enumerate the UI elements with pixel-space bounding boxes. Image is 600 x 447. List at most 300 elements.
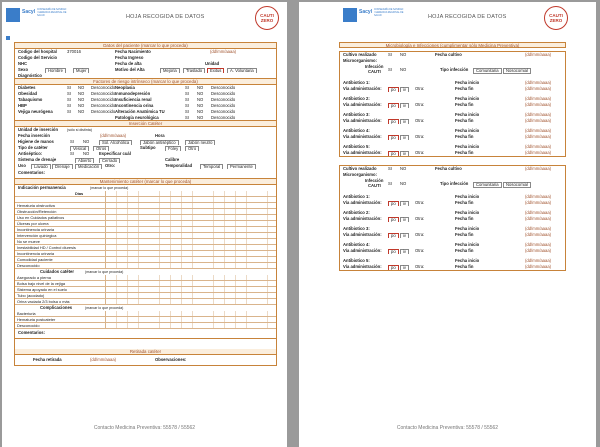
cauti-zero-badge bbox=[255, 6, 279, 30]
risk-unknown[interactable]: Desconocido bbox=[91, 103, 116, 108]
route-iv-option[interactable]: iv bbox=[400, 119, 409, 125]
row-label: Obstrucción/Retención bbox=[17, 209, 57, 214]
badge-top-text: CAUTI bbox=[549, 13, 563, 18]
row-label: No se mueve bbox=[17, 239, 40, 244]
end-date-label: Fecha fin bbox=[455, 150, 474, 155]
end-date-field[interactable]: (dd/mm/aaaa) bbox=[525, 216, 552, 221]
specify-label: Especificar cuál bbox=[99, 151, 131, 156]
risk-unknown[interactable]: Desconocido bbox=[211, 109, 236, 114]
microbiology-block bbox=[339, 51, 566, 157]
day-cells[interactable] bbox=[105, 293, 276, 298]
gauge-label: Calibre bbox=[165, 157, 180, 162]
day-cells[interactable] bbox=[105, 263, 276, 268]
birth-date-field[interactable]: (dd/mm/aaaa) bbox=[210, 49, 237, 54]
risk-factor-label: Insuficiencia renal bbox=[115, 97, 152, 102]
end-date-field[interactable]: (dd/mm/aaaa) bbox=[525, 248, 552, 253]
antibiotic-label: Antibiotico 4: bbox=[343, 128, 370, 133]
culture-no[interactable]: NO bbox=[400, 52, 407, 57]
start-date-field[interactable]: (dd/mm/aaaa) bbox=[525, 80, 552, 85]
route-label: Vía administración: bbox=[343, 264, 382, 269]
risk-yes[interactable]: SI bbox=[67, 97, 71, 102]
row-label: Úlceras por ulcera bbox=[17, 221, 49, 226]
route-label: Vía administración: bbox=[343, 134, 382, 139]
route-row bbox=[340, 264, 565, 270]
use-medication-option[interactable]: Medicación bbox=[75, 164, 102, 170]
start-date-label: Fecha inicio bbox=[455, 144, 480, 149]
day-cells[interactable] bbox=[105, 257, 276, 262]
end-date-label: Fecha fin bbox=[455, 248, 474, 253]
risk-yes[interactable]: SI bbox=[67, 91, 71, 96]
insertion-section-title: Inserción Catéter bbox=[15, 121, 276, 127]
form-page-1 bbox=[2, 2, 287, 447]
antibiotic-label: Antibiotico 2: bbox=[343, 96, 370, 101]
risk-yes[interactable]: SI bbox=[185, 115, 189, 120]
row-label: Uso en Cuidados paliativos bbox=[17, 215, 65, 220]
route-other-label: Otra: bbox=[415, 216, 425, 221]
route-iv-option[interactable]: iv bbox=[400, 233, 409, 239]
route-po-option[interactable]: po bbox=[388, 151, 399, 157]
route-po-option[interactable]: po bbox=[388, 135, 399, 141]
start-date-label: Fecha inicio bbox=[455, 128, 480, 133]
culture-date-label: Fecha cultivo bbox=[435, 166, 462, 171]
sex-female-option[interactable]: Mujer bbox=[73, 68, 89, 74]
cauti-label: CAUTI bbox=[368, 183, 381, 188]
antibiotic-label: Antibiotico 5: bbox=[343, 258, 370, 263]
risk-yes[interactable]: SI bbox=[67, 85, 71, 90]
insertion-unit-hint: (sólo si distinta) bbox=[67, 128, 92, 132]
end-date-label: Fecha fin bbox=[455, 86, 474, 91]
risk-factor-label: Inmunodepresión bbox=[115, 91, 151, 96]
risk-no[interactable]: NO bbox=[78, 103, 85, 108]
unit-label: Unidad bbox=[205, 61, 220, 66]
start-date-field[interactable]: (dd/mm/aaaa) bbox=[525, 242, 552, 247]
route-other-label: Otra: bbox=[415, 248, 425, 253]
risk-yes[interactable]: SI bbox=[67, 103, 71, 108]
end-date-field[interactable]: (dd/mm/aaaa) bbox=[525, 200, 552, 205]
start-date-field[interactable]: (dd/mm/aaaa) bbox=[525, 258, 552, 263]
start-date-label: Fecha inicio bbox=[455, 258, 480, 263]
microbiology-blocks bbox=[339, 51, 566, 271]
day-cells[interactable] bbox=[105, 215, 276, 220]
end-date-field[interactable]: (dd/mm/aaaa) bbox=[525, 264, 552, 269]
days-grid[interactable] bbox=[105, 191, 276, 196]
microbiology-block bbox=[339, 165, 566, 271]
day-cells[interactable] bbox=[105, 287, 276, 292]
row-label: Sistema apoyado en el suelo bbox=[17, 287, 67, 292]
day-cells[interactable] bbox=[105, 311, 276, 316]
risk-no[interactable]: NO bbox=[197, 97, 204, 102]
sacyl-logo-icon bbox=[343, 8, 357, 22]
end-date-field[interactable]: (dd/mm/aaaa) bbox=[525, 232, 552, 237]
discharge-reason-label: Motivo del Alta bbox=[115, 67, 145, 72]
temporal-temporary-option[interactable]: Temporal bbox=[200, 164, 223, 170]
risk-no[interactable]: NO bbox=[197, 85, 204, 90]
start-date-label: Fecha inicio bbox=[455, 80, 480, 85]
culture-date-field[interactable]: (dd/mm/aaaa) bbox=[525, 166, 552, 171]
page1-footer: Contacto Medicina Preventiva: 55578 / 55562 bbox=[93, 425, 196, 431]
reason-voluntary-option[interactable]: A. Voluntaria bbox=[227, 68, 257, 74]
sacyl-logo-icon bbox=[6, 8, 20, 22]
antibiotic-label: Antibiotico 2: bbox=[343, 210, 370, 215]
subtype-other-option[interactable]: Otro bbox=[185, 146, 199, 152]
infection-row bbox=[340, 64, 565, 76]
risk-no[interactable]: NO bbox=[78, 97, 85, 102]
risk-unknown[interactable]: Desconocido bbox=[211, 103, 236, 108]
route-po-option[interactable]: po bbox=[388, 265, 399, 271]
risk-yes[interactable]: SI bbox=[185, 109, 189, 114]
row-label: Asegurado a pierna bbox=[17, 275, 51, 280]
risk-section-title: Factores de riesgo intrínseco (marcar lo que proceda) bbox=[15, 79, 276, 85]
removal-date-label: Fecha retirada bbox=[33, 357, 62, 362]
route-label: Vía administración: bbox=[343, 232, 382, 237]
day-cells[interactable] bbox=[105, 281, 276, 286]
risk-no[interactable]: NO bbox=[78, 85, 85, 90]
route-label: Vía administración: bbox=[343, 150, 382, 155]
route-other-label: Otra: bbox=[415, 102, 425, 107]
maintenance-comments[interactable]: Comentarios: bbox=[15, 329, 276, 339]
risk-yes[interactable]: SI bbox=[185, 103, 189, 108]
drainage-open-option[interactable]: Abierto bbox=[75, 158, 94, 164]
temporal-label: Temporalidad bbox=[165, 163, 193, 168]
end-date-label: Fecha fin bbox=[455, 200, 474, 205]
route-po-option[interactable]: po bbox=[388, 103, 399, 109]
start-date-field[interactable]: (dd/mm/aaaa) bbox=[525, 96, 552, 101]
route-po-option[interactable]: po bbox=[388, 249, 399, 255]
discharge-date-label: Fecha de alta bbox=[115, 61, 142, 66]
page-title: HOJA RECOGIDA DE DATOS bbox=[126, 14, 205, 20]
start-date-label: Fecha inicio bbox=[455, 242, 480, 247]
end-date-label: Fecha fin bbox=[455, 264, 474, 269]
antibiotic-label: Antibiotico 4: bbox=[343, 242, 370, 247]
day-cells[interactable] bbox=[105, 251, 276, 256]
risk-unknown[interactable]: Desconocido bbox=[211, 97, 236, 102]
risk-unknown[interactable]: Desconocido bbox=[211, 91, 236, 96]
risk-unknown[interactable]: Desconocido bbox=[91, 91, 116, 96]
start-date-field[interactable]: (dd/mm/aaaa) bbox=[525, 144, 552, 149]
antiseptic-no[interactable]: NO bbox=[83, 151, 90, 156]
route-other-label: Otra: bbox=[415, 134, 425, 139]
risk-unknown[interactable]: Desconocido bbox=[91, 109, 116, 114]
risk-unknown[interactable]: Desconocido bbox=[91, 85, 116, 90]
drainage-closed-option[interactable]: Cerrado bbox=[99, 158, 120, 164]
microbiology-section-title: Microbiología e Infecciones (cumplimentar sólo Medicina Preventiva) bbox=[339, 42, 566, 48]
route-other-label: Otra: bbox=[415, 232, 425, 237]
antibiotic-label: Antibiotico 3: bbox=[343, 112, 370, 117]
infection-nosocomial-option[interactable]: Nosocomial bbox=[503, 68, 531, 75]
hospital-code-value[interactable]: 370016 bbox=[67, 49, 81, 54]
complications-list bbox=[15, 311, 276, 329]
culture-yes[interactable]: SI bbox=[388, 52, 392, 57]
day-cells[interactable] bbox=[105, 317, 276, 322]
route-iv-option[interactable]: iv bbox=[400, 103, 409, 109]
day-cells[interactable] bbox=[105, 233, 276, 238]
infection-yes[interactable]: SI bbox=[388, 67, 392, 72]
risk-no[interactable]: NO bbox=[197, 109, 204, 114]
row-label: Bolsa bajo nivel de la vejiga bbox=[17, 281, 66, 286]
day-cells[interactable] bbox=[105, 275, 276, 280]
route-row bbox=[340, 134, 565, 140]
risk-unknown[interactable]: Desconocido bbox=[211, 85, 236, 90]
logo-subtext: CONSEJERÍA DE SANIDAD / GERENCIA REGIONAL DE SALUD bbox=[374, 9, 404, 17]
day-cells[interactable] bbox=[105, 203, 276, 208]
risk-yes[interactable]: SI bbox=[67, 109, 71, 114]
sex-label: Sexo bbox=[18, 67, 29, 72]
route-po-option[interactable]: po bbox=[388, 217, 399, 223]
day-cells[interactable] bbox=[105, 299, 276, 304]
infection-type-label: Tipo infección bbox=[440, 67, 469, 72]
route-row bbox=[340, 150, 565, 156]
route-row bbox=[340, 118, 565, 124]
day-cells[interactable] bbox=[105, 245, 276, 250]
catheter-other-option[interactable]: Otros bbox=[93, 146, 109, 152]
antiseptic-label: Antiséptico: bbox=[18, 151, 43, 156]
removal-section-title: Retirada catéter bbox=[15, 349, 276, 355]
culture-label: Cultivo realizado bbox=[343, 52, 377, 57]
microbiology-form bbox=[339, 42, 566, 271]
end-date-field[interactable]: (dd/mm/aaaa) bbox=[525, 86, 552, 91]
route-other-label: Otra: bbox=[415, 86, 425, 91]
end-date-field[interactable]: (dd/mm/aaaa) bbox=[525, 134, 552, 139]
route-row bbox=[340, 102, 565, 108]
row-label: Inestabilidad HD / Control diuresis bbox=[17, 245, 76, 250]
start-date-label: Fecha inicio bbox=[455, 210, 480, 215]
infection-row bbox=[340, 178, 565, 190]
maintenance-section-title: Mantenimiento catéter (marcar lo que proceda) bbox=[15, 179, 276, 185]
hygiene-neutral-option[interactable]: Jabón neutro bbox=[185, 140, 215, 146]
start-date-label: Fecha inicio bbox=[455, 96, 480, 101]
badge-bottom-text: ZERO bbox=[260, 18, 274, 23]
birth-date-label: Fecha Nacimiento bbox=[115, 49, 151, 54]
risk-unknown[interactable]: Desconocido bbox=[91, 97, 116, 102]
infection-label: Infección bbox=[365, 64, 384, 69]
risk-factor-label: Vejiga neurógena bbox=[18, 109, 53, 114]
page-title: HOJA RECOGIDA DE DATOS bbox=[428, 14, 507, 20]
subtype-label: Subtipo bbox=[140, 145, 156, 150]
end-date-label: Fecha fin bbox=[455, 102, 474, 107]
reason-transfer-option[interactable]: Traslado bbox=[183, 68, 205, 74]
risk-factor-label: HBP bbox=[18, 103, 27, 108]
move-handle-icon[interactable] bbox=[6, 36, 10, 40]
risk-yes[interactable]: SI bbox=[185, 91, 189, 96]
hospital-code-label: Codigo del hospital bbox=[18, 49, 57, 54]
risk-factor-label: Patología neurológica bbox=[115, 115, 159, 120]
risk-row bbox=[15, 115, 276, 121]
end-date-field[interactable]: (dd/mm/aaaa) bbox=[525, 102, 552, 107]
diagnosis-label: Diagnóstico bbox=[18, 73, 42, 78]
insertion-comments[interactable]: Comentarios: bbox=[15, 169, 276, 179]
care-label: Cuidados catéter bbox=[40, 269, 74, 274]
patient-section-title: Datos del paciente (marcar lo que proceda) bbox=[15, 43, 276, 49]
route-label: Vía administración: bbox=[343, 216, 382, 221]
end-date-label: Fecha fin bbox=[455, 118, 474, 123]
route-label: Vía administración: bbox=[343, 248, 382, 253]
risk-factor-label: Obesidad bbox=[18, 91, 38, 96]
day-cells[interactable] bbox=[105, 239, 276, 244]
subtype-foley-option[interactable]: Foley bbox=[165, 146, 181, 152]
row-label: Hematuria postcateter bbox=[17, 317, 56, 322]
infection-label: Infección bbox=[365, 178, 384, 183]
row-label: Tubo (acodado) bbox=[17, 293, 45, 298]
risk-yes[interactable]: SI bbox=[185, 97, 189, 102]
insertion-unit-label: Unidad de inserción bbox=[18, 127, 59, 132]
cauti-zero-badge bbox=[544, 6, 568, 30]
day-cells[interactable] bbox=[105, 323, 276, 328]
risk-no[interactable]: NO bbox=[197, 115, 204, 120]
risk-no[interactable]: NO bbox=[78, 91, 85, 96]
culture-date-label: Fecha cultivo bbox=[435, 52, 462, 57]
route-iv-option[interactable]: iv bbox=[400, 87, 409, 93]
end-date-field[interactable]: (dd/mm/aaaa) bbox=[525, 150, 552, 155]
infection-yes[interactable]: SI bbox=[388, 181, 392, 186]
hygiene-label: Higiene de manos bbox=[18, 139, 54, 144]
sex-male-option[interactable]: Hombre bbox=[45, 68, 66, 74]
route-iv-option[interactable]: iv bbox=[400, 249, 409, 255]
row-label: Intervención quirúrgica bbox=[17, 233, 57, 238]
end-date-field[interactable]: (dd/mm/aaaa) bbox=[525, 118, 552, 123]
risk-unknown[interactable]: Desconocido bbox=[211, 115, 236, 120]
row-label: Bacteriuria bbox=[17, 311, 36, 316]
removal-date-field[interactable]: (dd/mm/aaaa) bbox=[90, 357, 117, 362]
data-form bbox=[14, 42, 277, 366]
infection-no[interactable]: NO bbox=[400, 67, 407, 72]
route-other-label: Otra: bbox=[415, 118, 425, 123]
risk-no[interactable]: NO bbox=[197, 91, 204, 96]
complications-label: Complicaciones bbox=[40, 305, 73, 310]
route-other-label: Otra: bbox=[415, 264, 425, 269]
route-iv-option[interactable]: iv bbox=[400, 265, 409, 271]
antibiotic-label: Antibiotico 3: bbox=[343, 226, 370, 231]
culture-yes[interactable]: SI bbox=[388, 166, 392, 171]
route-row bbox=[340, 86, 565, 92]
start-date-label: Fecha inicio bbox=[455, 112, 480, 117]
microorganism-label: Microorganismo: bbox=[343, 172, 377, 177]
use-drain-option[interactable]: Drenaje bbox=[52, 164, 73, 170]
row-label: Incontinencia urinaria bbox=[17, 227, 54, 232]
risk-factor-label: Diabetes bbox=[18, 85, 36, 90]
hygiene-yes[interactable]: SI bbox=[70, 139, 74, 144]
start-date-field[interactable]: (dd/mm/aaaa) bbox=[525, 112, 552, 117]
catheter-vesical-option[interactable]: Vesical bbox=[70, 146, 89, 152]
badge-top-text: CAUTI bbox=[260, 13, 274, 18]
days-label: Días bbox=[75, 191, 84, 196]
admission-date-label: Fecha Ingreso bbox=[115, 55, 144, 60]
route-iv-option[interactable]: iv bbox=[400, 151, 409, 157]
antibiotic-label: Antibiotico 1: bbox=[343, 194, 370, 199]
route-po-option[interactable]: po bbox=[388, 119, 399, 125]
risk-factors bbox=[15, 85, 276, 121]
row-label: Desconocido bbox=[17, 263, 40, 268]
culture-no[interactable]: NO bbox=[400, 166, 407, 171]
day-cells[interactable] bbox=[105, 221, 276, 226]
route-row bbox=[340, 216, 565, 222]
use-label: Uso bbox=[18, 163, 26, 168]
page-header bbox=[303, 6, 592, 36]
microorganism-label: Microorganismo: bbox=[343, 58, 377, 63]
row-label: Desconocido bbox=[17, 323, 40, 328]
page2-footer: Contacto Medicina Preventiva: 55578 / 55562 bbox=[396, 425, 499, 431]
insertion-time-label: Hora bbox=[155, 133, 165, 138]
route-row bbox=[340, 248, 565, 254]
end-date-label: Fecha fin bbox=[455, 134, 474, 139]
route-iv-option[interactable]: iv bbox=[400, 201, 409, 207]
reason-death-option[interactable]: Exitus bbox=[207, 68, 224, 74]
route-iv-option[interactable]: iv bbox=[400, 217, 409, 223]
catheter-type-label: Tipo de catéter bbox=[18, 145, 48, 150]
start-date-label: Fecha inicio bbox=[455, 226, 480, 231]
route-po-option[interactable]: po bbox=[388, 233, 399, 239]
indication-hint: (marcar lo que proceda) bbox=[90, 186, 129, 190]
start-date-field[interactable]: (dd/mm/aaaa) bbox=[525, 128, 552, 133]
day-cells[interactable] bbox=[105, 209, 276, 214]
logo-text: Sacyl bbox=[359, 9, 373, 15]
logo-subtext: CONSEJERÍA DE SANIDAD / GERENCIA REGIONAL DE SALUD bbox=[37, 9, 67, 17]
indication-list bbox=[15, 203, 276, 269]
route-po-option[interactable]: po bbox=[388, 201, 399, 207]
infection-no[interactable]: NO bbox=[400, 181, 407, 186]
care-hint: (marcar lo que proceda) bbox=[85, 270, 124, 274]
hygiene-no[interactable]: NO bbox=[83, 139, 90, 144]
row-label: Comodidad paciente bbox=[17, 257, 53, 262]
reason-improve-option[interactable]: Mejoria bbox=[160, 68, 180, 74]
day-cells[interactable] bbox=[105, 227, 276, 232]
nhc-label: NHC bbox=[18, 61, 28, 66]
infection-community-option[interactable]: Comunitaria bbox=[473, 182, 502, 189]
use-wash-option[interactable]: Lavado bbox=[31, 164, 51, 170]
infection-type-label: Tipo infección bbox=[440, 181, 469, 186]
infection-community-option[interactable]: Comunitaria bbox=[473, 68, 502, 75]
risk-factor-label: Tabaquismo bbox=[18, 97, 43, 102]
care-list bbox=[15, 275, 276, 305]
complications-hint: (marcar lo que proceda) bbox=[85, 306, 124, 310]
route-label: Vía administración: bbox=[343, 86, 382, 91]
start-date-field[interactable]: (dd/mm/aaaa) bbox=[525, 194, 552, 199]
hygiene-alcohol-option[interactable]: Sol. Alcohólica bbox=[99, 140, 132, 146]
route-iv-option[interactable]: iv bbox=[400, 135, 409, 141]
row-label: Incontinencia urinaria bbox=[17, 251, 54, 256]
culture-date-field[interactable]: (dd/mm/aaaa) bbox=[525, 52, 552, 57]
table-row bbox=[15, 323, 276, 329]
start-date-field[interactable]: (dd/mm/aaaa) bbox=[525, 210, 552, 215]
days-grid[interactable] bbox=[105, 197, 276, 202]
observations-label: Observaciones: bbox=[155, 357, 187, 362]
antiseptic-yes[interactable]: SI bbox=[70, 151, 74, 156]
insertion-date-field[interactable]: (dd/mm/aaaa) bbox=[100, 133, 127, 138]
antibiotic-label: Antibiotico 5: bbox=[343, 144, 370, 149]
route-label: Vía administración: bbox=[343, 102, 382, 107]
route-row bbox=[340, 232, 565, 238]
risk-yes[interactable]: SI bbox=[185, 85, 189, 90]
temporal-permanent-option[interactable]: Permanente bbox=[227, 164, 256, 170]
risk-factor-label: Incontinencia orina bbox=[115, 103, 154, 108]
risk-no[interactable]: NO bbox=[78, 109, 85, 114]
end-date-label: Fecha fin bbox=[455, 232, 474, 237]
badge-bottom-text: ZERO bbox=[549, 18, 563, 23]
route-po-option[interactable]: po bbox=[388, 87, 399, 93]
culture-label: Cultivo realizado bbox=[343, 166, 377, 171]
service-code-label: Codigo del Servicio bbox=[18, 55, 58, 60]
row-label: Orina vaciada 2/3 bolsa o más bbox=[17, 299, 70, 304]
hygiene-antiseptic-option[interactable]: Jabón antiséptico bbox=[140, 140, 179, 146]
antibiotic-label: Antibiotico 1: bbox=[343, 80, 370, 85]
start-date-label: Fecha inicio bbox=[455, 194, 480, 199]
use-other-label: Otro: bbox=[105, 163, 116, 168]
cauti-label: CAUTI bbox=[368, 69, 381, 74]
row-label: Hematuria obstructiva bbox=[17, 203, 55, 208]
risk-no[interactable]: NO bbox=[197, 103, 204, 108]
indication-label: Indicación permanencia bbox=[18, 185, 66, 190]
infection-nosocomial-option[interactable]: Nosocomial bbox=[503, 182, 531, 189]
start-date-field[interactable]: (dd/mm/aaaa) bbox=[525, 226, 552, 231]
